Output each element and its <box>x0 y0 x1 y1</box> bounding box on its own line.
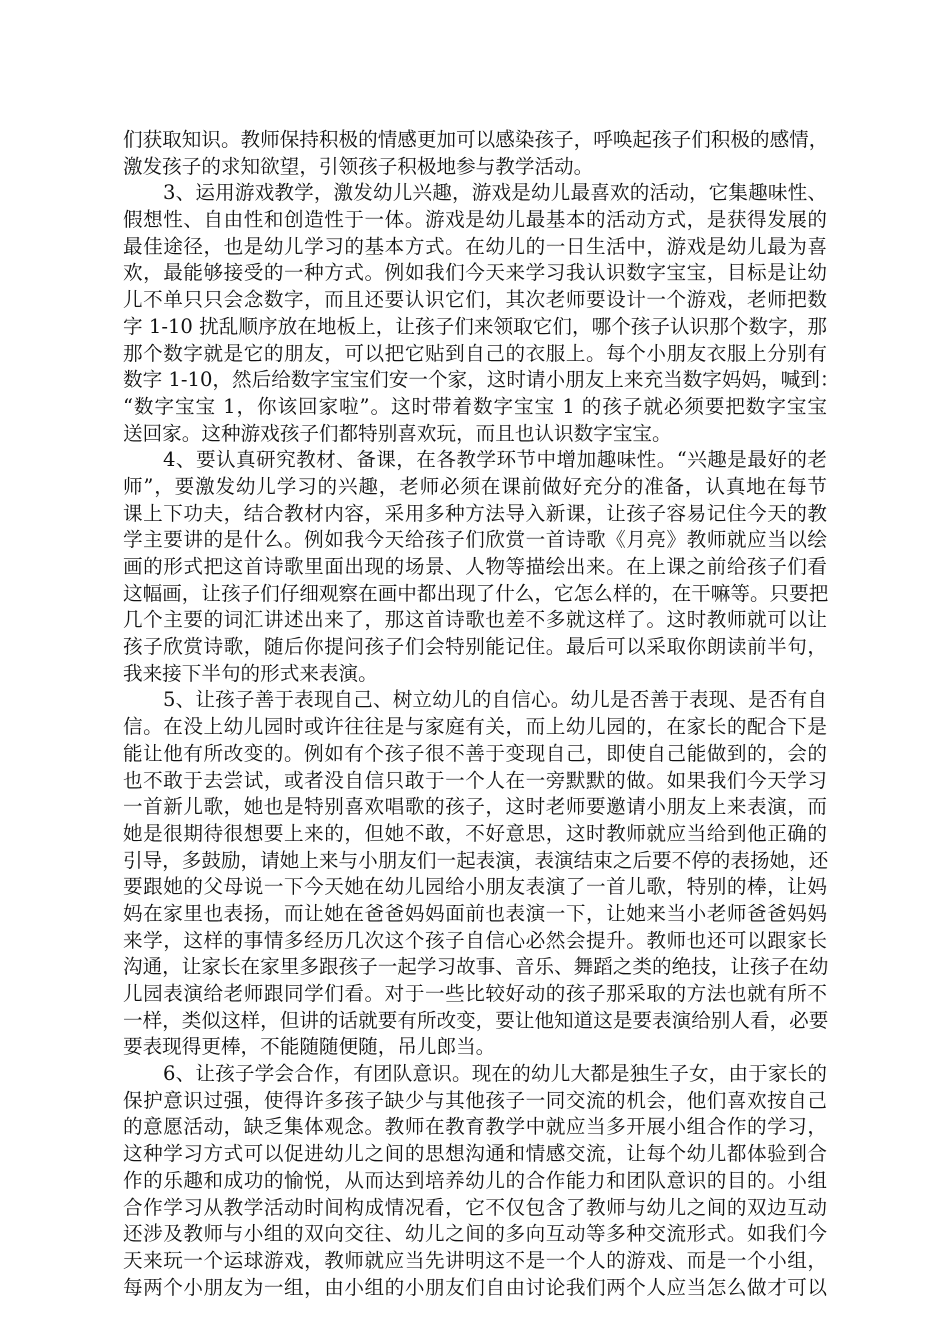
text-line: 还涉及教师与小组的双向交往、幼儿之间的多向互动等多种交流形式。如我们今 <box>123 1222 827 1246</box>
text-line: 的意愿活动，缺乏集体观念。教师在教育教学中就应当多开展小组合作的学习， <box>123 1115 827 1139</box>
text-line: 一首新儿歌，她也是特别喜欢唱歌的孩子，这时老师要邀请小朋友上来表演，而 <box>123 795 827 819</box>
text-line: 们获取知识。教师保持积极的情感更加可以感染孩子，呼唤起孩子们积极的感情， <box>123 128 829 151</box>
text-line: 几个主要的词汇讲述出来了，那这首诗歌也差不多就这样了。这时教师就可以让 <box>123 608 827 632</box>
text-line: 合作学习从教学活动时间构成情况看，它不仅包含了教师与幼儿之间的双边互动 <box>123 1195 827 1219</box>
text-line: “数字宝宝 1，你该回家啦”。这时带着数字宝宝 1 的孩子就必须要把数字宝宝 <box>123 394 827 418</box>
text-line: 师”，要激发幼儿学习的兴趣，老师必须在课前做好充分的准备，认真地在每节 <box>123 474 827 498</box>
text-line: 送回家。这种游戏孩子们都特别喜欢玩，而且也认识数字宝宝。 <box>123 421 672 445</box>
text-line: 4、要认真研究教材、备课，在各教学环节中增加趣味性。“兴趣是最好的老 <box>163 448 827 472</box>
text-line: 画的形式把这首诗歌里面出现的场景、人物等描绘出来。在上课之前给孩子们看 <box>123 555 827 578</box>
text-line: 来学，这样的事情多经历几次这个孩子自信心必然会提升。教师也还可以跟家长 <box>123 928 827 952</box>
paragraph <box>123 127 827 180</box>
text-line: 一样，类似这样，但讲的话就要有所改变，要让他知道这是要表演给别人看，必要 <box>123 1008 829 1032</box>
text-line: 欢，最能够接受的一种方式。例如我们今天来学习我认识数字宝宝，目标是让幼 <box>123 261 827 285</box>
text-line: 学主要讲的是什么。例如我今天给孩子们欣赏一首诗歌《月亮》教师就应当以绘 <box>123 528 827 552</box>
text-line: 字 1-10 扰乱顺序放在地板上，让孩子们来领取它们，哪个孩子认识那个数字，那 <box>123 314 827 338</box>
text-line: 要表现得更棒，不能随随便随，吊儿郎当。 <box>123 1035 496 1059</box>
text-line: 课上下功夫，结合教材内容，采用多种方法导入新课，让孩子容易记住今天的教 <box>123 501 827 525</box>
text-line: 能让他有所改变的。例如有个孩子很不善于变现自己，即使自己能做到的，会的 <box>123 741 827 765</box>
paragraph <box>123 447 827 687</box>
text-line: 天来玩一个运球游戏，教师就应当先讲明这不是一个人的游戏、而是一个小组， <box>123 1248 827 1272</box>
text-line: 这种学习方式可以促进幼儿之间的思想沟通和情感交流，让每个幼儿都体验到合 <box>123 1142 827 1166</box>
text-line: 妈在家里也表扬，而让她在爸爸妈妈面前也表演一下，让她来当小老师爸爸妈妈 <box>123 901 827 925</box>
text-line: 要跟她的父母说一下今天她在幼儿园给小朋友表演了一首儿歌，特别的棒，让妈 <box>123 875 827 899</box>
text-line: 信。在没上幼儿园时或许往往是与家庭有关，而上幼儿园的，在家长的配合下是 <box>123 715 827 739</box>
text-line: 孩子欣赏诗歌，随后你提问孩子们会特别能记住。最后可以采取你朗读前半句， <box>123 635 827 659</box>
paragraph <box>123 1061 827 1301</box>
text-line: 最佳途径，也是幼儿学习的基本方式。在幼儿的一日生活中，游戏是幼儿最为喜 <box>123 234 827 258</box>
text-line: 引导，多鼓励，请她上来与小朋友们一起表演，表演结束之后要不停的表扬她，还 <box>123 848 829 872</box>
text-line: 3、运用游戏教学，激发幼儿兴趣，游戏是幼儿最喜欢的活动，它集趣味性、 <box>163 181 827 205</box>
text-line: 每两个小朋友为一组，由小组的小朋友们自由讨论我们两个人应当怎么做才可以 <box>123 1275 827 1299</box>
text-line: 作的乐趣和成功的愉悦，从而达到培养幼儿的合作能力和团队意识的目的。小组 <box>123 1168 827 1192</box>
text-line: 她是很期待很想要上来的，但她不敢，不好意思，这时教师就应当给到他正确的 <box>123 821 827 845</box>
text-line: 也不敢于去尝试，或者没自信只敢于一个人在一旁默默的做。如果我们今天学习 <box>123 768 827 792</box>
text-line: 激发孩子的求知欲望，引领孩子积极地参与教学活动。 <box>123 154 594 178</box>
text-line: 数字 1-10，然后给数字宝宝们安一个家，这时请小朋友上来充当数字妈妈，喊到： <box>123 368 840 392</box>
text-line: 保护意识过强，使得许多孩子缺少与其他孩子一同交流的机会，他们喜欢按自己 <box>123 1088 827 1112</box>
text-line: 这幅画，让孩子们仔细观察在画中都出现了什么，它怎么样的，在干嘛等。只要把 <box>123 581 829 605</box>
text-line: 假想性、自由性和创造性于一体。游戏是幼儿最基本的活动方式，是获得发展的 <box>123 208 827 232</box>
text-line: 那个数字就是它的朋友，可以把它贴到自己的衣服上。每个小朋友衣服上分别有 <box>123 341 827 365</box>
text-line: 儿园表演给老师跟同学们看。对于一些比较好动的孩子那采取的方法也就有所不 <box>123 982 827 1005</box>
paragraph <box>123 687 827 1061</box>
text-line: 沟通，让家长在家里多跟孩子一起学习故事、音乐、舞蹈之类的绝技，让孩子在幼 <box>123 955 829 979</box>
text-line: 我来接下半句的形式来表演。 <box>123 661 378 685</box>
text-line: 6、让孩子学会合作，有团队意识。现在的幼儿大都是独生子女，由于家长的 <box>163 1062 827 1086</box>
paragraph <box>123 180 840 447</box>
text-line: 儿不单只只会念数字，而且还要认识它们，其次老师要设计一个游戏，老师把数 <box>123 288 827 312</box>
document-body <box>123 127 840 1301</box>
text-line: 5、让孩子善于表现自己、树立幼儿的自信心。幼儿是否善于表现、是否有自 <box>163 688 827 712</box>
